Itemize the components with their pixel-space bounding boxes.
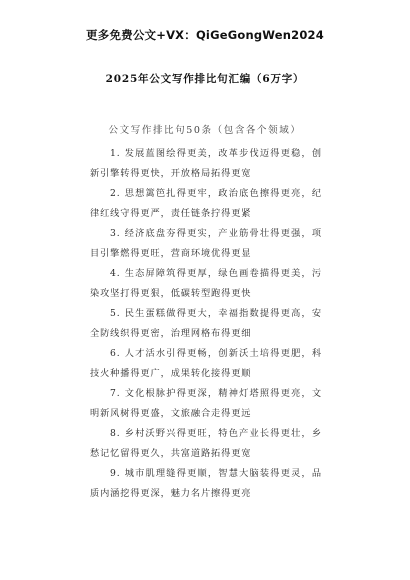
list-item: 8. 乡村沃野兴得更旺，特色产业长得更壮，乡愁记忆留得更久，共富道路拓得更宽: [90, 428, 322, 459]
list-item: 1. 发展蓝图绘得更美，改革步伐迈得更稳，创新引擎转得更快，开放格局拓得更宽: [90, 148, 322, 179]
document-title: 2025年公文写作排比句汇编（6万字）: [105, 73, 305, 85]
section-subtitle: 公文写作排比句50条（包含各个领域）: [108, 125, 302, 136]
list-item: 9. 城市肌理缝得更顺，智慧大脑装得更灵，品质内涵挖得更深，魅力名片擦得更亮: [90, 468, 322, 499]
list-item: 6. 人才活水引得更畅，创新沃土培得更肥，科技火种播得更广，成果转化接得更顺: [90, 348, 322, 379]
list-item: 2. 思想篱笆扎得更牢，政治底色擦得更亮，纪律红线守得更严，责任链条拧得更紧: [90, 188, 322, 219]
sentence-list: [90, 144, 322, 504]
list-item: 3. 经济底盘夯得更实，产业筋骨壮得更强，项目引擎燃得更旺，营商环境优得更显: [90, 228, 322, 259]
list-item: 7. 文化根脉护得更深，精神灯塔照得更亮，文明新风树得更盛，文旅融合走得更远: [90, 388, 322, 419]
list-item: 4. 生态屏障筑得更厚，绿色画卷描得更美，污染攻坚打得更狠，低碳转型跑得更快: [90, 268, 322, 299]
promo-line: 更多免费公文+VX：QiGeGongWen2024: [86, 28, 324, 42]
list-item: 5. 民生蛋糕做得更大，幸福指数提得更高，安全防线织得更密，治理网格布得更细: [90, 308, 322, 339]
